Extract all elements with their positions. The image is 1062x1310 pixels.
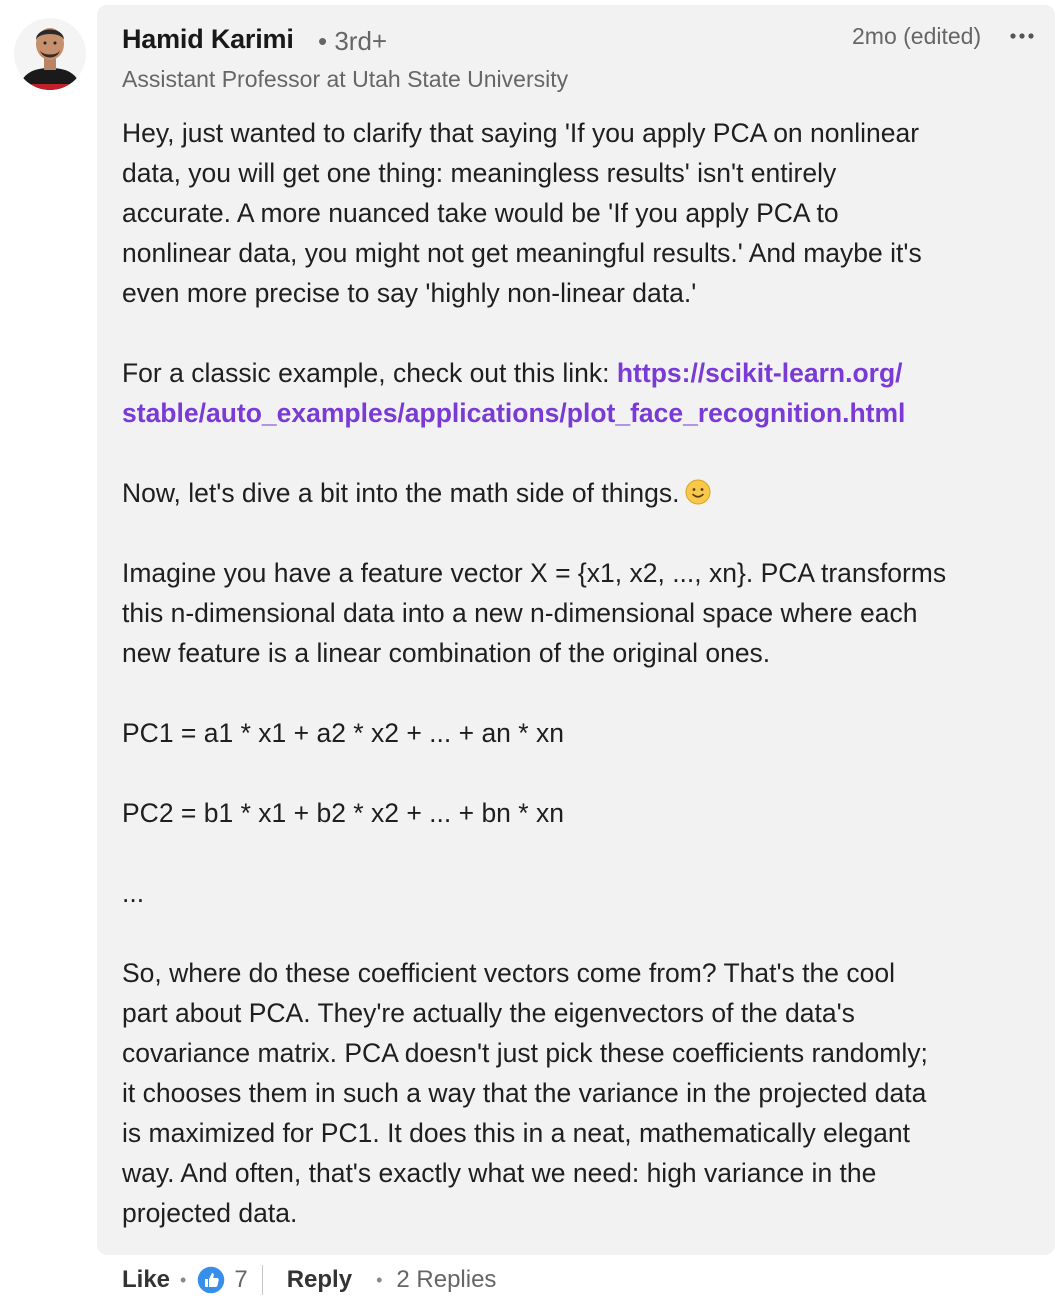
replies-link[interactable]: 2 Replies xyxy=(396,1266,497,1293)
more-icon[interactable] xyxy=(1006,20,1038,52)
author-avatar[interactable] xyxy=(14,14,86,94)
formula-pc2: PC2 = b1 * x1 + b2 * x2 + ... + bn * xn xyxy=(122,798,564,828)
action-divider xyxy=(262,1265,263,1295)
like-count: 7 xyxy=(234,1266,248,1293)
separator-dot: • xyxy=(180,1269,187,1290)
author-name[interactable]: Hamid Karimi xyxy=(122,24,294,54)
author-headline: Assistant Professor at Utah State University xyxy=(122,66,569,92)
formula-pc1: PC1 = a1 * x1 + a2 * x2 + ... + an * xn xyxy=(122,718,564,748)
reply-button[interactable]: Reply xyxy=(286,1266,353,1293)
comment-actions xyxy=(122,1262,496,1298)
ellipsis-line: ... xyxy=(122,878,145,908)
link-intro-text: For a classic example, check out this link: xyxy=(122,358,617,388)
comment-timestamp: 2mo (edited) xyxy=(852,23,982,49)
connection-degree: • 3rd+ xyxy=(318,26,388,56)
like-button[interactable]: Like xyxy=(122,1266,171,1293)
separator-dot: • xyxy=(376,1269,383,1290)
comment-body xyxy=(122,113,1032,1233)
comment-paragraph-link xyxy=(122,353,1032,433)
comment-paragraph: Hey, just wanted to clarify that saying 'If you apply PCA on nonlinear data, you will get one thing: meaningless results' isn't entirely accurate. A more nuanced take would be 'If you apply PCA to nonlinear data, you might not get meaningful results.' And maybe it's even more precise to say 'highly non-linear data.' xyxy=(122,118,922,308)
comment-paragraph: Imagine you have a feature vector X = {x1, x2, ..., xn}. PCA transforms this n-dimensional data into a new n-dimensional space where each new feature is a linear combination of the original ones. xyxy=(122,558,947,668)
like-reaction-icon[interactable] xyxy=(196,1265,226,1295)
comment-paragraph: So, where do these coefficient vectors come from? That's the cool part about PCA. They're actually the eigenvectors of the data's covariance matrix. PCA doesn't just pick these coefficients randomly; it chooses them in such a way that the variance in the projected data is maximized for PC1. It does this in a neat, mathematically elegant way. And often, that's exactly what we need: high variance in the projected data. xyxy=(122,958,928,1228)
comment-paragraph: Now, let's dive a bit into the math side of things. xyxy=(122,473,1032,513)
example-link[interactable]: https://scikit-learn.org/ stable/auto_examples/applications/plot_face_recognition.html xyxy=(122,358,906,428)
smile-emoji-icon xyxy=(685,479,711,505)
